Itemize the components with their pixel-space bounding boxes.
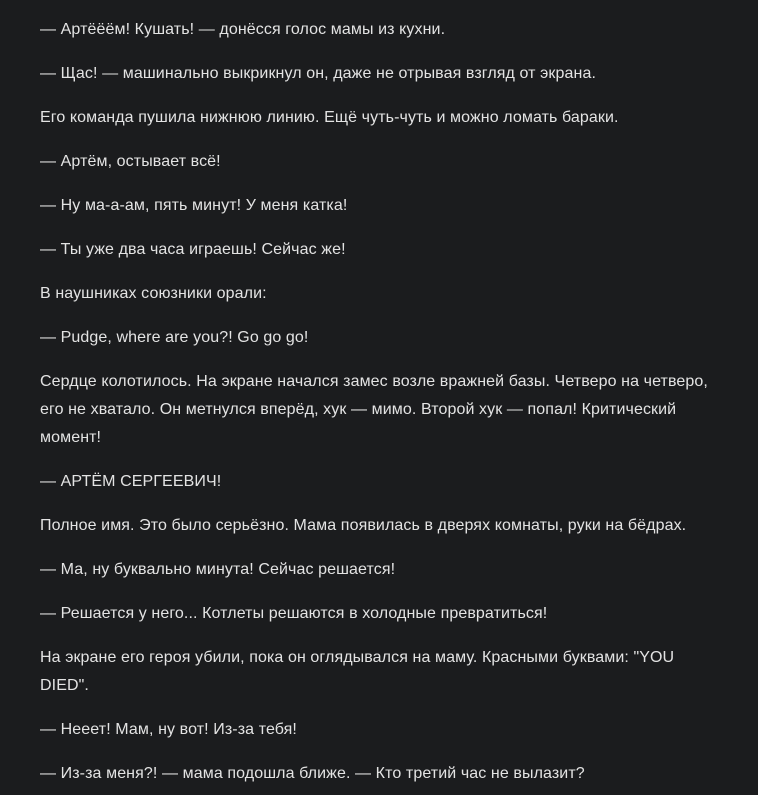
story-paragraph: — Артёёём! Кушать! — донёсся голос мамы из кухни. xyxy=(40,21,446,38)
story-paragraph: — Щас! — машинально выкрикнул он, даже не отрывая взгляд от экрана. xyxy=(40,65,596,82)
story-paragraph: — Нееет! Мам, ну вот! Из-за тебя! xyxy=(40,721,297,738)
story-paragraph: — Решается у него... Котлеты решаются в холодные превратиться! xyxy=(40,605,548,622)
story-paragraph: На экране его героя убили, пока он оглядывался на маму. Красными буквами: "YOU DIED". xyxy=(40,649,679,694)
story-paragraph: — Ма, ну буквально минута! Сейчас решается! xyxy=(40,561,396,578)
story-paragraph: — АРТЁМ СЕРГЕЕВИЧ! xyxy=(40,473,222,490)
story-paragraph: — Pudge, where are you?! Go go go! xyxy=(40,329,309,346)
story-paragraph: Его команда пушила нижнюю линию. Ещё чуть-чуть и можно ломать бараки. xyxy=(40,109,619,126)
story-paragraph: В наушниках союзники орали: xyxy=(40,285,267,302)
story-paragraph: — Ты уже два часа играешь! Сейчас же! xyxy=(40,241,346,258)
story-paragraph: — Ну ма-а-ам, пять минут! У меня катка! xyxy=(40,197,348,214)
story-paragraph: — Артём, остывает всё! xyxy=(40,153,221,170)
story-paragraph: Полное имя. Это было серьёзно. Мама появилась в дверях комнаты, руки на бёдрах. xyxy=(40,517,687,534)
story-paragraph: — Из-за меня?! — мама подошла ближе. — Кто третий час не вылазит? xyxy=(40,765,585,782)
story-paragraph: Сердце колотилось. На экране начался замес возле вражней базы. Четверо на четверо, его не хватало. Он метнулся вперёд, хук — мимо. Второй хук — попал! Критический момент! xyxy=(40,373,713,446)
